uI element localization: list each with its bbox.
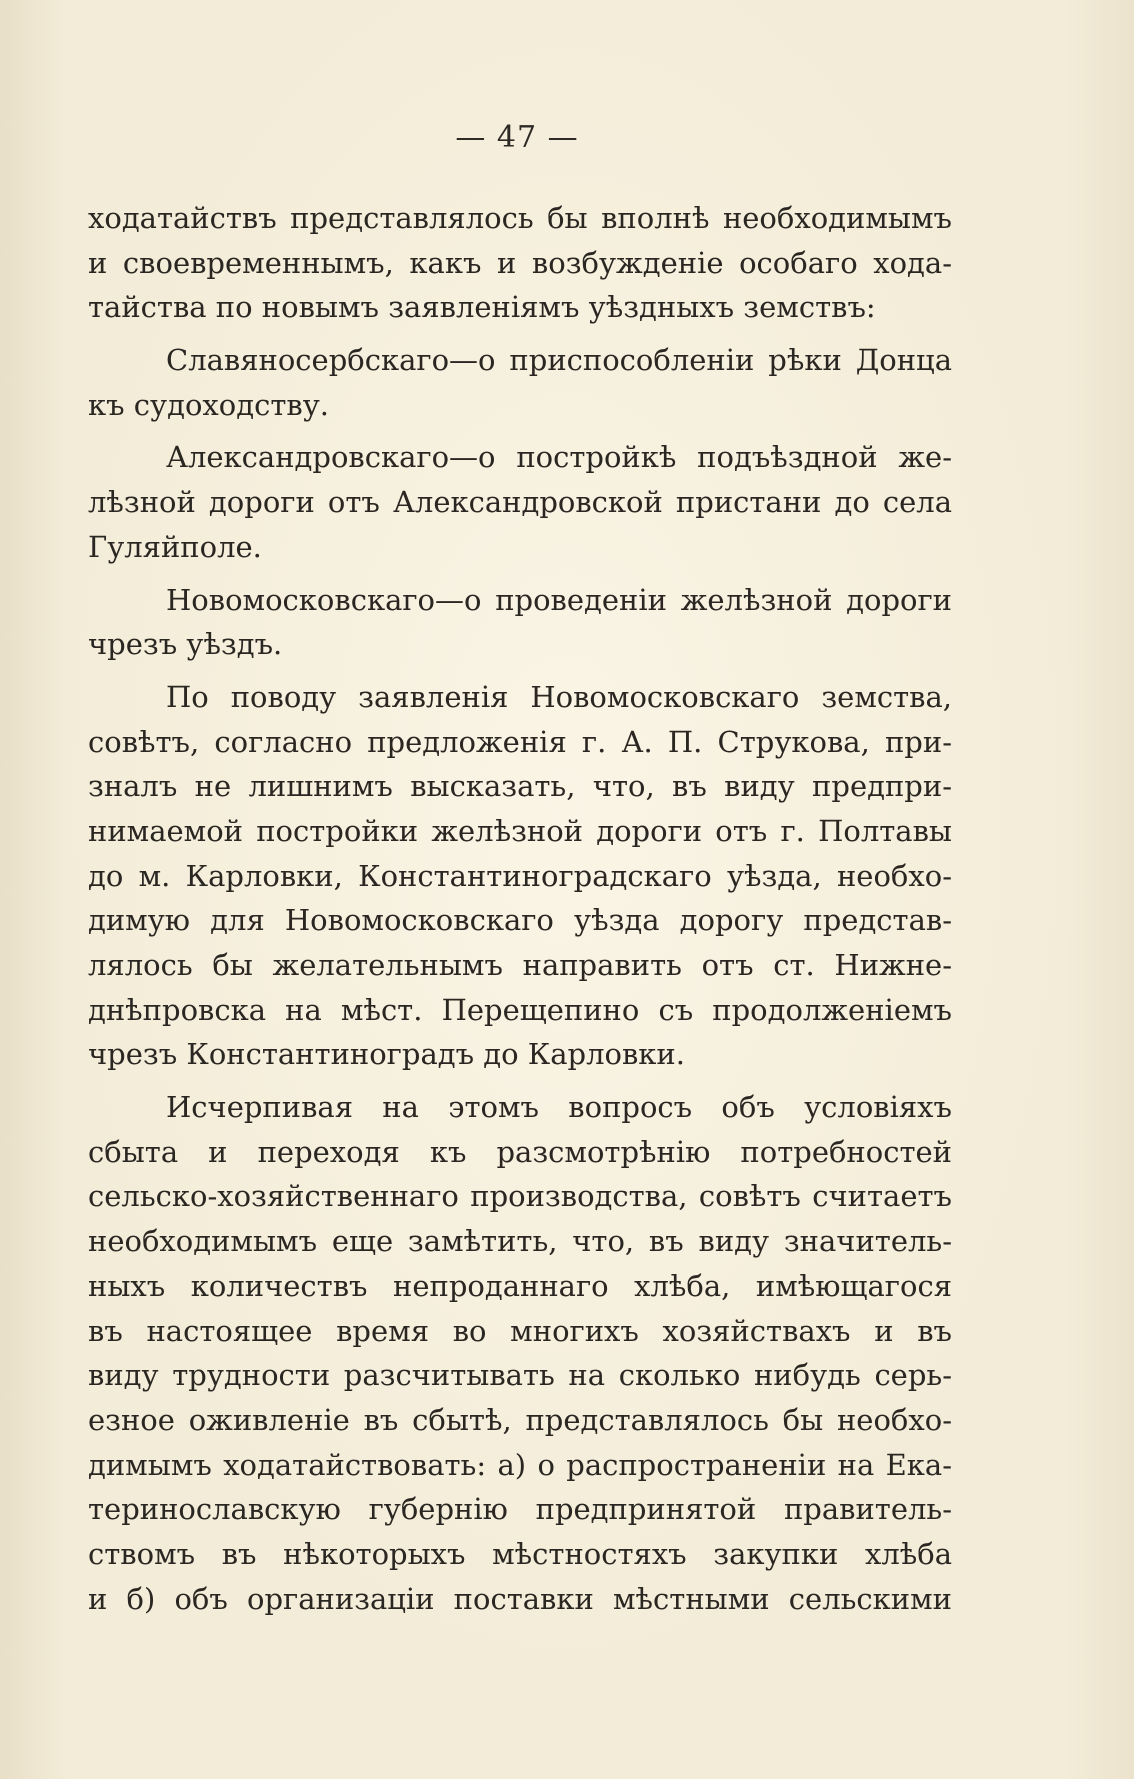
text-line: Новомосковскаго—о проведеніи желѣзной дороги <box>166 582 952 617</box>
text-line: и своевременнымъ, какъ и возбужденіе особаго хода- <box>88 245 952 280</box>
paragraph <box>88 675 952 1077</box>
paragraph <box>88 435 952 569</box>
text-line: димую для Новомосковскаго уѣзда дорогу представ- <box>88 903 952 938</box>
body-text <box>88 196 952 1621</box>
text-line: Славяносербскаго—о приспособленіи рѣки Донца <box>166 343 952 378</box>
text-line: чрезъ уѣздъ. <box>88 627 283 662</box>
text-line: езное оживленіе въ сбытѣ, представлялось бы необхо- <box>88 1402 952 1437</box>
text-line: нимаемой постройки желѣзной дороги отъ г. Полтавы <box>88 813 952 848</box>
text-line: Исчерпивая на этомъ вопросъ объ условіяхъ <box>166 1090 952 1125</box>
text-line: днѣпровска на мѣст. Перещепино съ продолженіемъ <box>88 992 952 1027</box>
text-line: въ настоящее время во многихъ хозяйствахъ и въ <box>88 1313 952 1348</box>
text-line: По поводу заявленія Новомосковскаго земства, <box>166 679 952 714</box>
text-line: лѣзной дороги отъ Александровской пристани до села <box>88 485 952 520</box>
paragraph <box>88 578 952 667</box>
text-line: къ судоходству. <box>88 387 329 422</box>
text-line: тайства по новымъ заявленіямъ уѣздныхъ земствъ: <box>88 290 876 325</box>
text-line: Александровскаго—о постройкѣ подъѣздной же- <box>166 440 952 475</box>
text-line: необходимымъ еще замѣтить, что, въ виду значитель- <box>88 1224 952 1259</box>
text-line: ходатайствъ представлялось бы вполнѣ необходимымъ <box>88 201 952 235</box>
text-line: зналъ не лишнимъ высказать, что, въ виду предпри- <box>88 769 952 804</box>
text-line: и б) объ организаціи поставки мѣстными сельскими <box>88 1581 952 1616</box>
text-line: ствомъ въ нѣкоторыхъ мѣстностяхъ закупки хлѣба <box>88 1536 952 1571</box>
text-line: Гуляйполе. <box>88 529 262 564</box>
paragraph <box>88 1085 952 1621</box>
text-line: до м. Карловки, Константиноградскаго уѣзда, необхо- <box>88 858 952 893</box>
text-line: сельско-хозяйственнаго производства, совѣтъ считаетъ <box>88 1179 952 1214</box>
text-line: лялось бы желательнымъ направить отъ ст. Нижне- <box>88 948 952 982</box>
text-line: ныхъ количествъ непроданнаго хлѣба, имѣющагося <box>88 1268 952 1303</box>
text-line: сбыта и переходя къ разсмотрѣнію потребностей <box>88 1134 952 1169</box>
paragraph <box>88 196 952 330</box>
page-number: — 47 — <box>455 120 579 155</box>
text-line: совѣтъ, согласно предложенія г. А. П. Струкова, при- <box>88 724 952 759</box>
text-line: чрезъ Константиноградъ до Карловки. <box>88 1037 685 1072</box>
text-line: виду трудности разсчитывать на сколько нибудь серь- <box>88 1358 952 1393</box>
paragraph <box>88 338 952 427</box>
text-line: теринославскую губернію предпринятой правитель- <box>88 1492 952 1527</box>
text-line: димымъ ходатайствовать: а) о распространеніи на Ека- <box>88 1447 952 1482</box>
